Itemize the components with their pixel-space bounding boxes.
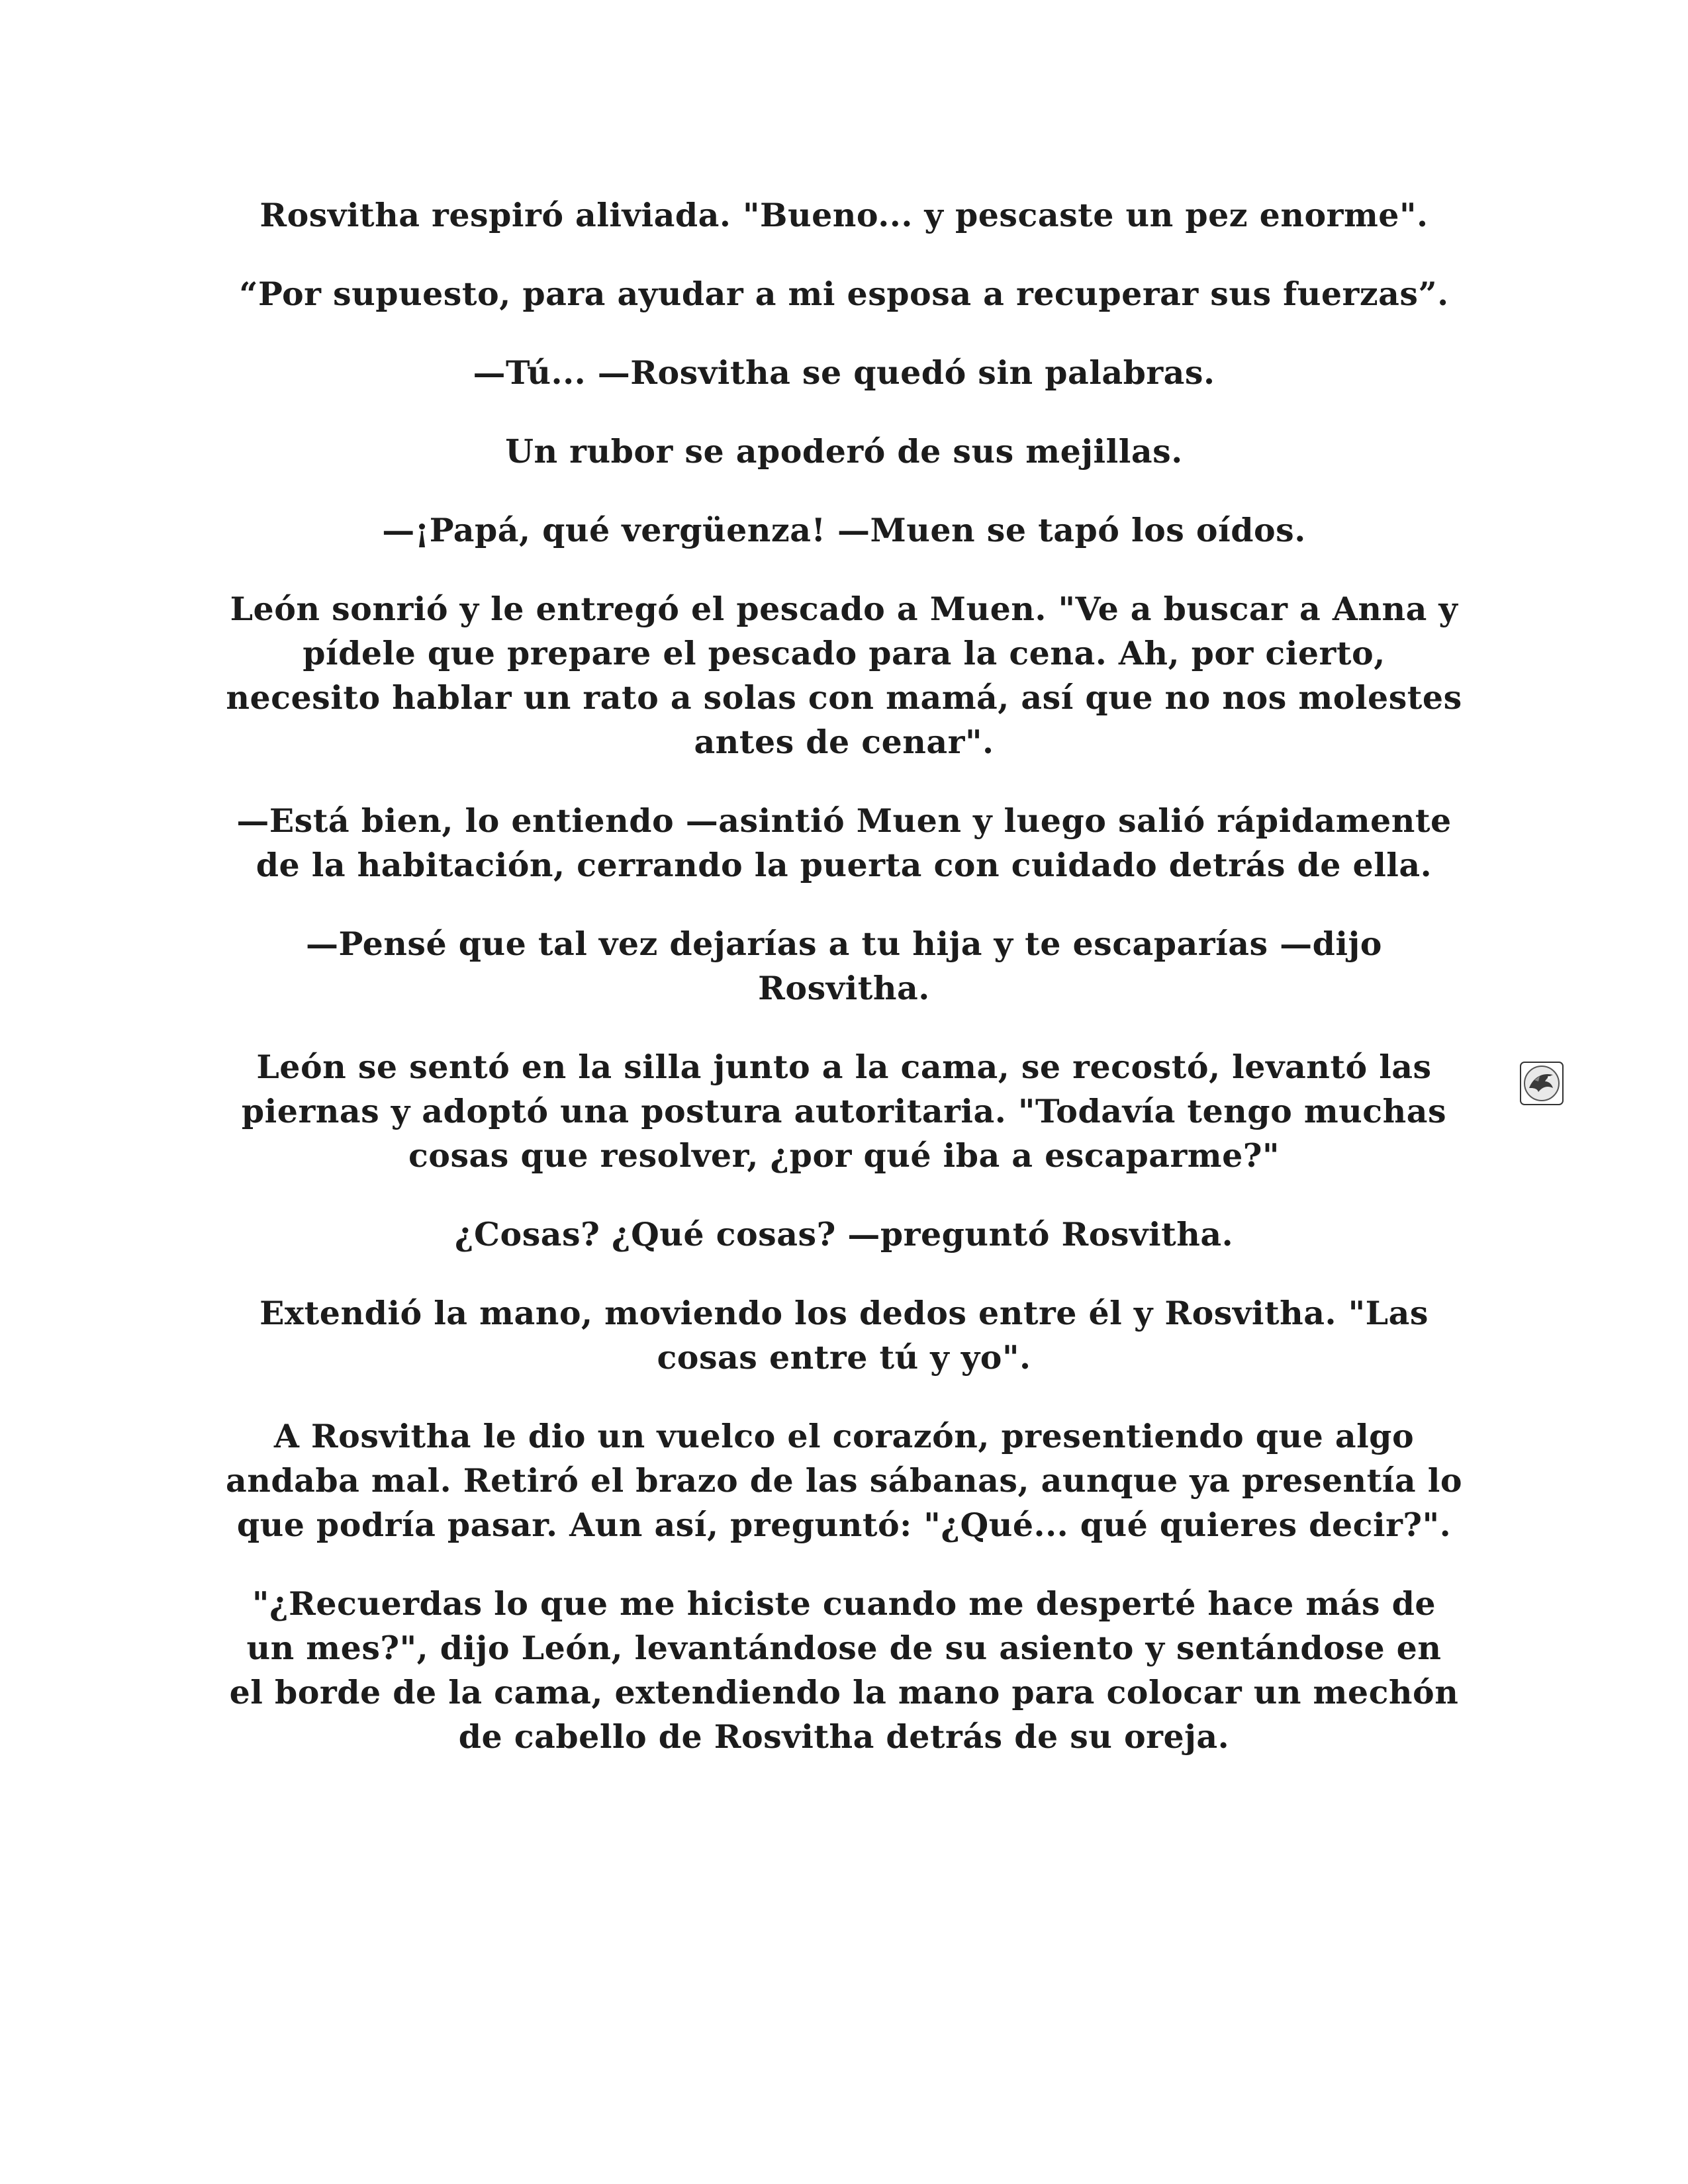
paragraph-10: ¿Cosas? ¿Qué cosas? —preguntó Rosvitha. [454, 1215, 1234, 1253]
story-text [225, 193, 1463, 1794]
paragraph-2: “Por supuesto, para ayudar a mi esposa a recuperar sus fuerzas”. [239, 275, 1449, 313]
paragraph-13: "¿Recuerdas lo que me hiciste cuando me desperté hace más de un mes?", dijo León, levantándose de su asiento y sentándose en el borde de la cama, extendiendo la mano para colocar un mechón de cabello de Rosvitha detrás de su oreja. [229, 1584, 1459, 1756]
paragraph-5: —¡Papá, qué vergüenza! —Muen se tapó los oídos. [382, 511, 1306, 549]
paragraph-9: León se sentó en la silla junto a la cama, se recostó, levantó las piernas y adoptó una postura autoritaria. "Todavía tengo muchas cosas que resolver, ¿por qué iba a escaparme?" [241, 1048, 1447, 1175]
paragraph-11: Extendió la mano, moviendo los dedos entre él y Rosvitha. "Las cosas entre tú y yo". [259, 1294, 1429, 1377]
paragraph-12: A Rosvitha le dio un vuelco el corazón, presentiendo que algo andaba mal. Retiró el brazo de las sábanas, aunque ya presentía lo que podría pasar. Aun así, preguntó: "¿Qué... qué quieres decir?". [225, 1417, 1463, 1544]
paragraph-8: —Pensé que tal vez dejarías a tu hija y te escaparías —dijo Rosvitha. [306, 925, 1382, 1007]
dragon-logo-icon [1520, 1062, 1564, 1105]
paragraph-6: León sonrió y le entregó el pescado a Muen. "Ve a buscar a Anna y pídele que prepare el pescado para la cena. Ah, por cierto, necesito hablar un rato a solas con mamá, así que no nos molestes antes de cenar". [226, 590, 1462, 761]
paragraph-3: —Tú... —Rosvitha se quedó sin palabras. [473, 353, 1215, 392]
paragraph-4: Un rubor se apoderó de sus mejillas. [505, 432, 1183, 471]
paragraph-1: Rosvitha respiró aliviada. "Bueno... y pescaste un pez enorme". [259, 196, 1429, 234]
paragraph-7: —Está bien, lo entiendo —asintió Muen y luego salió rápidamente de la habitación, cerrando la puerta con cuidado detrás de ella. [236, 801, 1452, 884]
